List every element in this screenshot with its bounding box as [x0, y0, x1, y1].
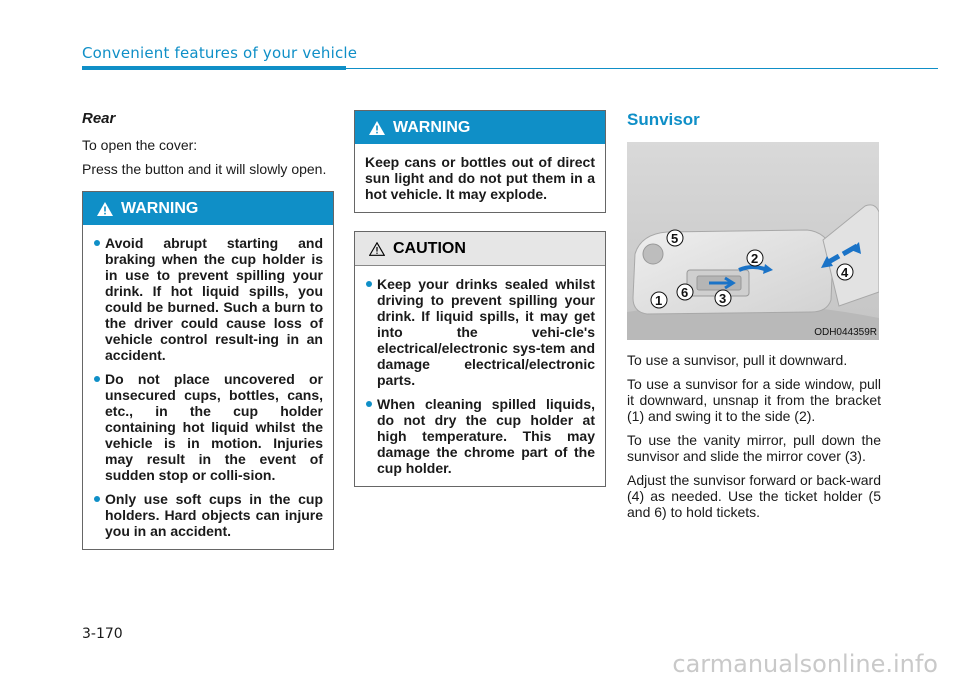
caution-bullet: Keep your drinks sealed whilst driving to prevent spilling your drink. If liquid spills, it may get into the vehi-cle's electrical/electronic sys-tem and damage electrical/electronic parts.	[365, 276, 595, 388]
rear-para-1: To open the cover:	[82, 137, 198, 153]
caution-bullet: When cleaning spilled liquids, do not dry the cup holder at high temperature. This may damage the chrome part of the cup holder.	[365, 396, 595, 476]
rear-para-2: Press the button and it will slowly open.	[82, 161, 327, 177]
sunvisor-title: Sunvisor	[627, 110, 700, 129]
warning-bullet: Do not place uncovered or unsecured cups, bottles, cans, etc., in the cup holder containing hot liquid whilst the vehicle is in motion. Injuries may result in the event of sudden stop or colli-sion.	[93, 371, 323, 483]
cup-holder-warning-box	[82, 191, 334, 550]
section-header: Convenient features of your vehicle	[82, 44, 358, 62]
right-column	[627, 106, 881, 528]
warning-bullet: Only use soft cups in the cup holders. Hard objects can injure you in an accident.	[93, 491, 323, 539]
caution-header	[355, 232, 605, 266]
warning-bullet: Avoid abrupt starting and braking when the cup holder is in use to prevent spilling your drink. If hot liquid spills, you could be burned. Such a burn to the driver could cause loss of vehicle control result-ing in an accident.	[93, 235, 323, 363]
caution-box	[354, 231, 606, 487]
watermark: carmanualsonline.info	[672, 650, 938, 678]
callout-2: 2	[751, 251, 759, 266]
warning-triangle-icon	[97, 202, 113, 216]
sunvisor-para: To use a sunvisor for a side window, pull it downward, unsnap it from the bracket (1) and swing it to the side (2).	[627, 376, 881, 424]
middle-column	[354, 110, 606, 505]
warning-triangle-icon	[369, 121, 385, 135]
rear-subheading: Rear	[82, 110, 116, 127]
warning-label: WARNING	[393, 118, 471, 136]
warning-text: Keep cans or bottles out of direct sun light and do not put them in a hot vehicle. It may explode.	[365, 154, 595, 202]
left-column	[82, 106, 334, 568]
header-rule-thick	[82, 66, 346, 70]
heat-warning-box	[354, 110, 606, 213]
sunvisor-illustration	[627, 142, 879, 340]
sunvisor-para: Adjust the sunvisor forward or back-ward (4) as needed. Use the ticket holder (5 and 6) to hold tickets.	[627, 472, 881, 520]
caution-label: CAUTION	[393, 239, 466, 257]
callout-4: 4	[841, 265, 849, 280]
warning-label: WARNING	[121, 199, 199, 217]
callout-3: 3	[719, 291, 727, 306]
header-rule-thin	[346, 68, 938, 69]
warning-header	[355, 111, 605, 144]
figure-code: ODH044359R	[814, 327, 877, 338]
warning-header	[83, 192, 333, 225]
callout-5: 5	[671, 231, 679, 246]
caution-triangle-icon	[369, 242, 385, 256]
callout-1: 1	[655, 293, 663, 308]
callout-6: 6	[681, 285, 689, 300]
page-number: 3-170	[82, 626, 123, 642]
sunvisor-para: To use a sunvisor, pull it downward.	[627, 352, 848, 368]
sunvisor-para: To use the vanity mirror, pull down the sunvisor and slide the mirror cover (3).	[627, 432, 881, 464]
